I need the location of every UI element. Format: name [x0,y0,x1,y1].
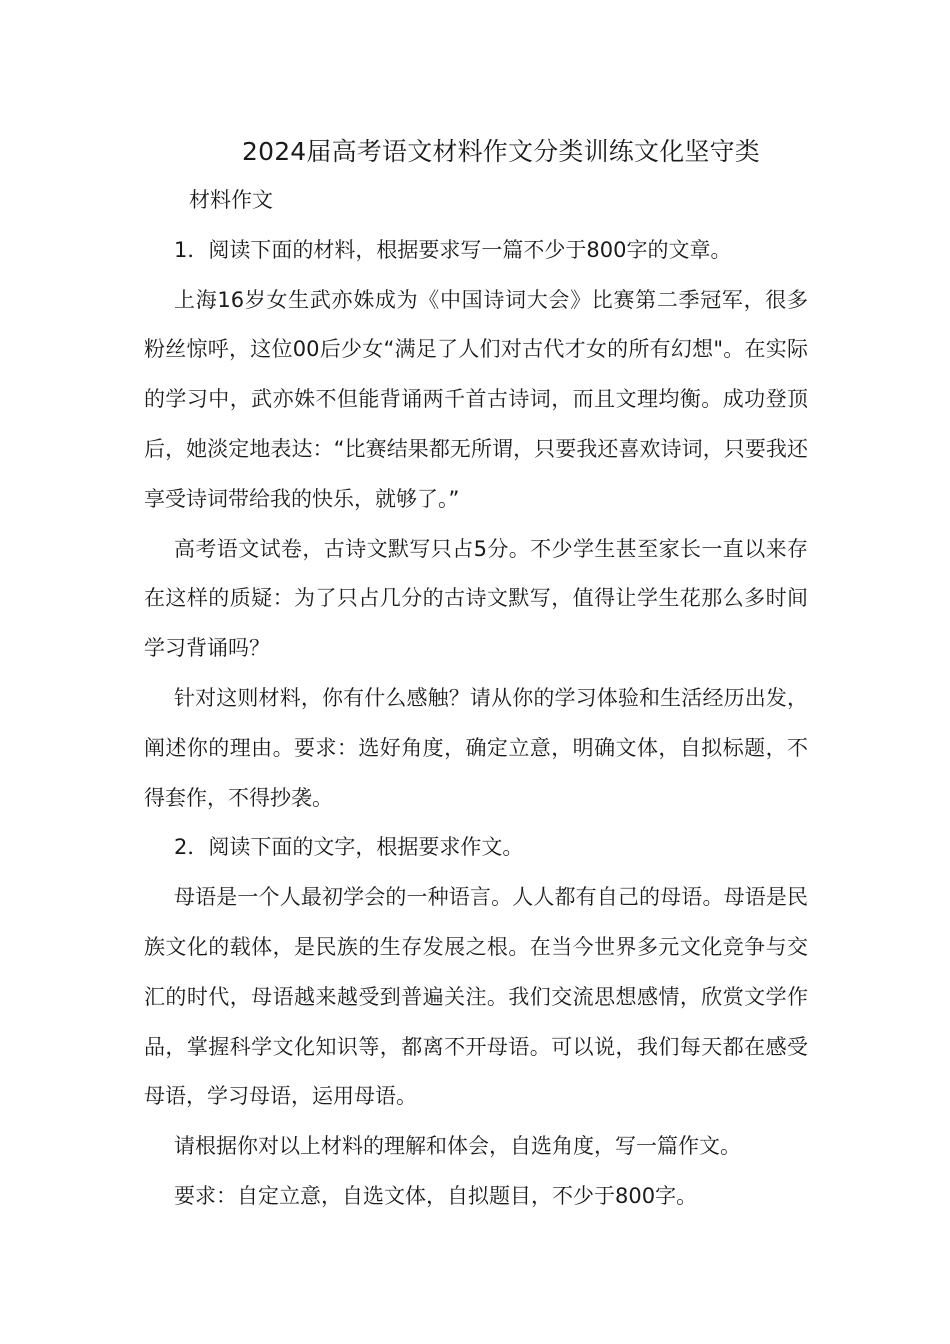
material-paragraph: 高考语文试卷，古诗文默写只占5分。不少学生甚至家长一直以来存在这样的质疑：为了只占几分的古诗文默写，值得让学生花那么多时间学习背诵吗？ [144,536,808,661]
document-body [144,176,808,1222]
task-requirements: 要求：自定立意，自选文体，自拟题目，不少于800字。 [174,1183,698,1208]
question-1-prompt: 1．阅读下面的材料，根据要求写一篇不少于800字的文章。 [174,237,732,262]
section-label: 材料作文 [189,188,273,212]
document-title: 2024届高考语文材料作文分类训练文化坚守类 [241,137,761,166]
task-instruction: 请根据你对以上材料的理解和体会，自选角度，写一篇作文。 [174,1134,741,1159]
question-2-prompt: 2．阅读下面的文字，根据要求作文。 [174,835,524,860]
material-paragraph: 母语是一个人最初学会的一种语言。人人都有自己的母语。母语是民族文化的载体，是民族的生存发展之根。在当今世界多元文化竞争与交汇的时代，母语越来越受到普遍关注。我们交流思想感情，欣赏文学作品，掌握科学文化知识等，都离不开母语。可以说，我们每天都在感受母语，学习母语，运用母语。 [144,885,808,1109]
task-requirements: 针对这则材料，你有什么感触？请从你的学习体验和生活经历出发，阐述你的理由。要求：选好角度，确定立意，明确文体，自拟标题，不得套作，不得抄袭。 [144,685,808,810]
material-paragraph: 上海16岁女生武亦姝成为《中国诗词大会》比赛第二季冠军，很多粉丝惊呼，这位00后少女“满足了人们对古代才女的所有幻想"。在实际的学习中，武亦姝不但能背诵两千首古诗词，而且文理均衡。成功登顶后，她淡定地表达：“比赛结果都无所谓，只要我还喜欢诗词，只要我还享受诗词带给我的快乐，就够了。” [144,287,808,511]
